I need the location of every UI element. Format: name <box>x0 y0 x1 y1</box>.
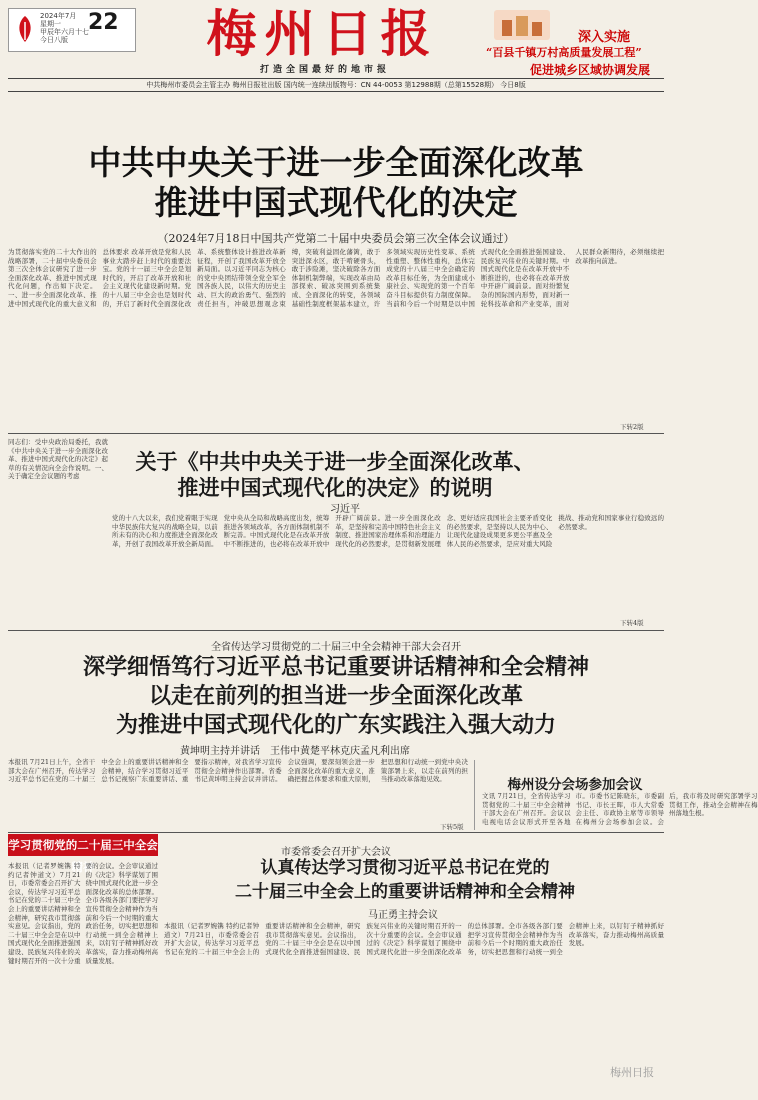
province-title-line2: 以走在前列的担当进一步全面深化改革 <box>148 683 523 709</box>
province-byline: 黄坤明主持并讲话 王伟中黄楚平林克庆孟凡利出席 <box>180 746 410 757</box>
side-title: 梅州设分会场参加会议 <box>507 777 643 793</box>
province-kicker: 全省传达学习贯彻党的二十届三中全会精神干部大会召开 <box>211 642 461 653</box>
municipal-byline: 马正勇主持会议 <box>368 910 438 921</box>
date-lunar: 甲辰年六月十七 <box>40 28 89 36</box>
municipal-title-line2: 二十届三中全会上的重要讲话精神和全会精神 <box>235 882 575 902</box>
paper-title: 梅州日报 <box>206 4 439 63</box>
explainer-intro: 同志们：受中央政治局委托，我就《中共中央关于进一步全面深化改革、推进中国式现代化的决定》起草的有关情况向全会作说明。一、关于确定全会议题的考虑 <box>8 438 108 481</box>
date-year-month: 2024年7月 <box>40 12 77 20</box>
explainer-title-line2: 推进中国式现代化的决定》的说明 <box>177 475 493 500</box>
province-continued: 下转5版 <box>440 823 464 831</box>
date-pages: 今日八版 <box>40 36 68 44</box>
province-title-line3: 为推进中国式现代化的广东实践注入强大动力 <box>115 712 556 738</box>
lead-title-line1: 中共中央关于进一步全面深化改革 <box>88 143 584 182</box>
date-weekday: 星期一 <box>40 20 61 28</box>
section-divider <box>8 832 664 833</box>
explainer-title-line1: 关于《中共中央关于进一步全面深化改革、 <box>135 449 535 474</box>
municipal-body-left: 本报讯（记者罗婉镌 特约记者钟道文）7月21日，市委常委会召开扩大会议，传达学习习近平总书记在党的二十届三中全会上的重要讲话精神和全会精神，研究我市贯彻落实意见。会议指出，党的二十届三中全会是在以中国式现代化全面推进强国建设、民族复兴伟业的关键时期召开的一次十分重要的会议。全会审议通过的《决定》科学谋划了围绕中国式现代化进一步全面深化改革的总体部署。全市各级各部门要把学习宣传贯彻全会精神作为当前和今后一个时期的重大政治任务，切实把思想和行动统一到全会精神上来，以钉钉子精神抓好改革落实，奋力推动梅州高质量发展。 <box>8 862 158 965</box>
date-info <box>40 12 89 44</box>
paper-tagline: 打造全国最好的地市报 <box>259 65 390 75</box>
explainer-body: 党的十八大以来，我们党着眼于实现中华民族伟大复兴的战略全局，以前所未有的决心和力度推进全面深化改革，开创了我国改革开放全新局面。党中央从全局和战略高度出发，统筹推进各领域改革，各方面体制机制不断完善。中国式现代化是在改革开放中不断推进的，也必将在改革开放中开辟广阔前景。进一步全面深化改革，是坚持和完善中国特色社会主义制度、推进国家治理体系和治理能力现代化的必然要求，是贯彻新发展理念、更好适应我国社会主要矛盾变化的必然要求，是坚持以人民为中心、让现代化建设成果更多更公平惠及全体人民的必然要求，是应对重大风险挑战、推动党和国家事业行稳致远的必然要求。 <box>112 514 664 548</box>
explainer-continued: 下转4版 <box>620 619 644 627</box>
lead-title-line2: 推进中国式现代化的决定 <box>154 183 518 222</box>
province-body: 本报讯 7月21日上午，全省干部大会在广州召开，传达学习习近平总书记在党的二十届三中全会上的重要讲话精神和全会精神，结合学习贯彻习近平总书记视察广东重要讲话、重要指示精神，对我省学习宣传贯彻全会精神作出部署。省委书记黄坤明主持会议并讲话。会议强调，要深刻领会进一步全面深化改革的重大意义，准确把握总体要求和重大原则，把思想和行动统一到党中央决策部署上来，以走在前列的担当推动改革落地见效。 <box>8 758 468 784</box>
promo-subslogan: 促进城乡区域协调发展 <box>530 63 651 77</box>
side-body: 文讯 7月21日，全省传达学习贯彻党的二十届三中全会精神干部大会在广州召开。会议以电视电话会议形式开至各地市。市委书记陈晓东，市委副书记、市长王晖，市人大常委会主任、市政协主席等市领导在梅州分会场参加会议。会后，我市将及时研究部署学习贯彻工作，推动全会精神在梅州落地生根。 <box>482 792 758 826</box>
explainer-author: 习近平 <box>330 504 360 515</box>
lead-continued: 下转2版 <box>620 423 644 431</box>
promo-emblem-icon <box>492 8 552 42</box>
lead-subtitle: （2024年7月18日中国共产党第二十届中央委员会第三次全体会议通过） <box>157 232 515 245</box>
watermark: 梅州日报 <box>610 1066 654 1079</box>
municipal-kicker: 市委常委会召开扩大会议 <box>281 847 391 858</box>
province-title-line1: 深学细悟笃行习近平总书记重要讲话精神和全会精神 <box>82 654 589 680</box>
publication-info-bar: 中共梅州市委员会主管主办 梅州日报社出版 国内统一连续出版物号：CN 44-0053 第12988期（总第15528期） 今日8版 <box>8 78 664 92</box>
promo-heading: 深入实施 <box>578 30 631 45</box>
column-divider <box>474 760 475 830</box>
date-day: 22 <box>88 10 119 35</box>
municipal-title-line1: 认真传达学习贯彻习近平总书记在党的 <box>260 858 550 878</box>
lead-body: 为贯彻落实党的二十大作出的战略部署，二十届中央委员会第三次全体会议研究了进一步全面深化改革、推进中国式现代化问题，作出如下决定。一、进一步全面深化改革、推进中国式现代化的重大意义和总体要求 改革开放是党和人民事业大踏步赶上时代的重要法宝。党的十一届三中全会是划时代的，开启了改革开放和社会主义现代化建设新时期。党的十八届三中全会也是划时代的，开启了新时代全面深化改革、系统整体设计推进改革新征程，开创了我国改革开放全新局面。以习近平同志为核心的党中央团结带领全党全军全国各族人民，以伟大的历史主动、巨大的政治勇气、强烈的责任担当，冲破思想观念束缚，突破利益固化藩篱，敢于突进深水区，敢于啃硬骨头，敢于涉险滩，坚决破除各方面体制机制弊端，实现改革由局部探索、破冰突围到系统集成、全面深化的转变，各领域基础性制度框架基本建立，许多领域实现历史性变革、系统性重塑、整体性重构，总体完成党的十八届三中全会确定的改革目标任务，为全面建成小康社会、实现党的第一个百年奋斗目标提供有力制度保障。当前和今后一个时期是以中国式现代化全面推进强国建设、民族复兴伟业的关键时期。中国式现代化是在改革开放中不断推进的，也必将在改革开放中开辟广阔前景。面对纷繁复杂的国际国内形势，面对新一轮科技革命和产业变革，面对人民群众新期待，必须继续把改革推向前进。 <box>8 248 664 308</box>
municipal-body: 本报讯（记者罗婉镌 特约记者钟道文）7月21日，市委常委会召开扩大会议，传达学习习近平总书记在党的二十届三中全会上的重要讲话精神和全会精神，研究我市贯彻落实意见。会议指出，党的二十届三中全会是在以中国式现代化全面推进强国建设、民族复兴伟业的关键时期召开的一次十分重要的会议。全会审议通过的《决定》科学谋划了围绕中国式现代化进一步全面深化改革的总体部署。全市各级各部门要把学习宣传贯彻全会精神作为当前和今后一个时期的重大政治任务，切实把思想和行动统一到全会精神上来，以钉钉子精神抓好改革落实，奋力推动梅州高质量发展。 <box>164 922 664 956</box>
section-divider <box>8 630 664 631</box>
paper-logo-icon <box>14 14 36 44</box>
section-divider <box>8 433 664 434</box>
study-section-label: 学习贯彻党的二十届三中全会精神 <box>8 834 158 856</box>
promo-slogan: “百县千镇万村高质量发展工程” <box>486 46 642 59</box>
